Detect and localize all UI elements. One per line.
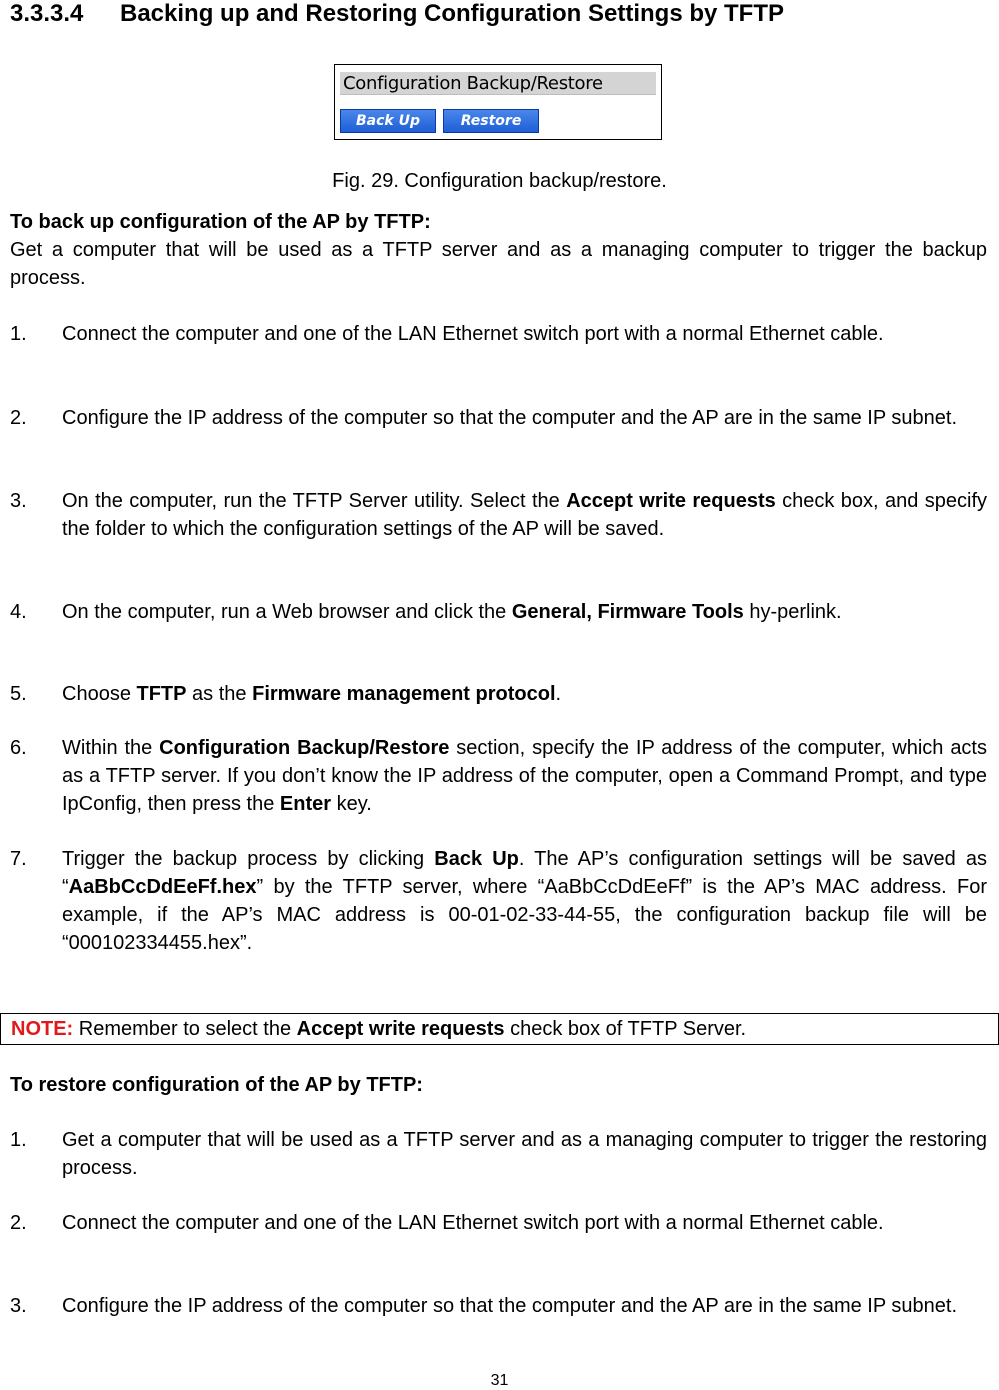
- restore-step-2: [10, 1209, 987, 1265]
- step-number: 1.: [10, 1129, 27, 1151]
- section-heading: [10, 0, 784, 28]
- backup-step-1: [10, 320, 987, 376]
- section-number: 3.3.3.4: [10, 0, 84, 27]
- step-number: 3.: [10, 490, 27, 512]
- figure-panel-header: [340, 72, 656, 95]
- step-text: Within the Configuration Backup/Restore section, specify the IP address of the computer, which acts as a TFTP server. If you don’t know the IP address of the computer, open a Command Prompt, and type IpConfig, then press the Enter key.: [62, 737, 987, 815]
- step-text: Connect the computer and one of the LAN Ethernet switch port with a normal Ethernet cable.: [62, 323, 884, 345]
- step-number: 4.: [10, 601, 27, 623]
- page-number: 31: [490, 1372, 509, 1389]
- step-number: 2.: [10, 1212, 27, 1234]
- figure-caption: Fig. 29. Configuration backup/restore.: [332, 170, 667, 192]
- backup-heading: To back up configuration of the AP by TFTP:: [10, 211, 431, 233]
- restore-step-1: [10, 1126, 987, 1182]
- step-text: Choose TFTP as the Firmware management protocol.: [62, 683, 562, 705]
- back-up-button[interactable]: Back Up: [340, 109, 436, 133]
- step-number: 7.: [10, 848, 27, 870]
- backup-step-6: [10, 734, 987, 818]
- step-number: 1.: [10, 323, 27, 345]
- restore-button[interactable]: Restore: [443, 109, 539, 133]
- step-number: 6.: [10, 737, 27, 759]
- note-box: NOTE: Remember to select the Accept write requests check box of TFTP Server.: [0, 1013, 999, 1045]
- figure-panel-title: Configuration Backup/Restore: [343, 73, 603, 94]
- step-text: Connect the computer and one of the LAN Ethernet switch port with a normal Ethernet cable.: [62, 1212, 884, 1234]
- step-text: Configure the IP address of the computer so that the computer and the AP are in the same IP subnet.: [62, 1295, 957, 1317]
- backup-step-2: [10, 404, 987, 460]
- backup-step-5: [10, 680, 987, 708]
- step-text: On the computer, run the TFTP Server utility. Select the Accept write requests check box, and specify the folder to which the configuration settings of the AP will be saved.: [62, 490, 988, 540]
- step-text: Configure the IP address of the computer so that the computer and the AP are in the same IP subnet.: [62, 407, 957, 429]
- step-number: 2.: [10, 407, 27, 429]
- backup-step-4: [10, 598, 987, 654]
- config-backup-restore-figure: [334, 64, 662, 140]
- restore-step-3: [10, 1292, 987, 1348]
- general-firmware-tools-term: General, Firmware Tools: [511, 601, 744, 623]
- step-number: 5.: [10, 683, 27, 705]
- section-title: Backing up and Restoring Configuration Settings by TFTP: [120, 0, 785, 27]
- restore-heading: To restore configuration of the AP by TFTP:: [10, 1074, 423, 1096]
- step-text: Trigger the backup process by clicking Back Up. The AP’s configuration settings will be saved as “AaBbCcDdEeFf.hex” by the TFTP server, where “AaBbCcDdEeFf” is the AP’s MAC address. For example, if the AP’s MAC address is 00-01-02-33-44-55, the configuration backup file will be “000102334455.hex”.: [62, 848, 988, 954]
- step-text: Get a computer that will be used as a TFTP server and as a managing computer to trigger the restoring process.: [62, 1129, 987, 1179]
- step-number: 3.: [10, 1295, 27, 1317]
- accept-write-requests-term: Accept write requests: [566, 490, 776, 512]
- backup-intro: Get a computer that will be used as a TFTP server and as a managing computer to trigger the backup process.: [10, 239, 987, 289]
- backup-step-7: [10, 845, 987, 957]
- backup-step-3: [10, 487, 987, 571]
- note-label: NOTE:: [11, 1018, 74, 1040]
- step-text: On the computer, run a Web browser and click the General, Firmware Tools hy-perlink.: [62, 601, 842, 623]
